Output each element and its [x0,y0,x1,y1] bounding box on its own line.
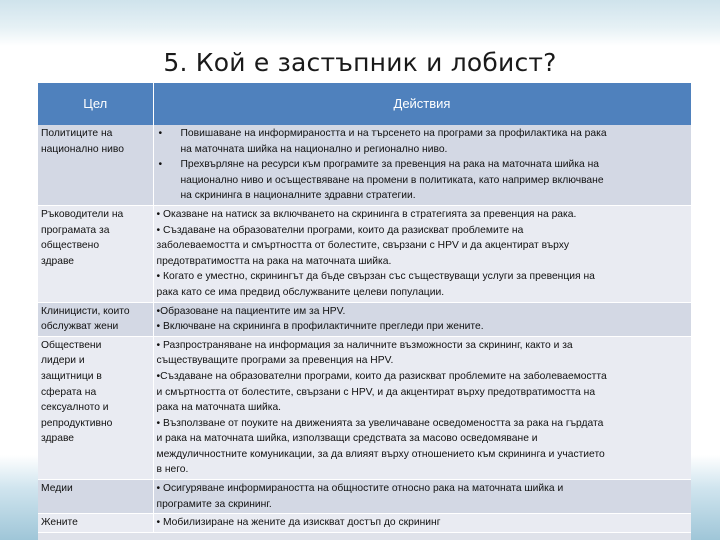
table-header-row [38,83,691,125]
target-line: Медии [41,483,73,495]
action-line: •Образоване на пациентите им за HPV. [156,305,346,317]
actions-cell [153,336,691,479]
action-line: Прехвърляне на ресурси към програмите за превенция на рака на маточната шийка на [180,159,600,171]
action-line: • Осигуряване информираността на общностите относно рака на маточната шийка и [156,483,564,495]
bullet-icon: • [158,128,163,139]
action-line: рака като се има предвид обслужваните целеви популации. [156,286,445,298]
slide-title: 5. Кой е застъпник и лобист? [163,48,557,77]
target-cell [38,125,153,205]
action-line: • Оказване на натиск за включването на скрининга в стратегията за превенция на рака. [156,208,577,220]
actions-cell [153,514,691,533]
target-cell [38,205,153,302]
target-cell [38,336,153,479]
actions-cell [153,125,691,205]
action-line: • Включване на скрининга в профилактичните прегледи при жените. [156,321,484,333]
target-line: обществено [41,240,100,252]
action-line: • Мобилизиране на жените да изискват достъп до скрининг [156,517,441,529]
action-line: на маточната шийка на национално и регионално ниво. [180,143,448,155]
action-bullet-text [181,157,688,204]
actions-cell [153,205,691,302]
action-line: • Когато е уместно, скринингът да бъде свързан със съществуващи услуги за превенция на [156,271,595,283]
target-line: Ръководители на [41,208,124,220]
actions-cell [153,302,691,336]
target-line: Обществени [41,339,102,351]
target-line: Политиците на [41,128,113,139]
target-cell [38,514,153,533]
target-line: защитници в [41,370,102,382]
action-line: •Създаване на образователни програми, които да разискват проблемите на заболеваемостта [156,370,607,382]
action-line: Повишаване на информираността и на търсенето на програми за профилактика на рака [180,128,607,139]
action-line: • Възползване от поуките на движенията за увеличаване осведомеността за рака на гърдата [156,417,604,429]
action-bullet [157,157,688,204]
target-line: програмата за [41,224,110,236]
advocacy-table-wrap [38,83,691,540]
target-line: здраве [41,255,75,267]
target-line: здраве [41,433,75,445]
action-line: рака на маточната шийка. [156,402,282,414]
top-decor-band [0,0,720,46]
header-target: Цел [38,83,153,125]
action-line: и смъртността от болестите, свързани с HPV, и да акцентират върху предотвратимостта на [156,386,596,398]
target-line: Жените [41,517,78,529]
action-line: в него. [156,464,189,476]
action-line: национално ниво и осъществяване на промени в политиката, като например включване [180,174,604,186]
target-line: сексуалното и [41,402,109,414]
actions-cell [153,480,691,514]
action-line: програмите за скрининг. [156,498,272,510]
table-row [38,514,691,533]
target-line: Клиницисти, които [41,305,130,317]
table-row [38,125,691,205]
bullet-icon: • [158,159,163,171]
table-row [38,336,691,479]
advocacy-table [38,83,691,533]
action-line: съществуващите програми за превенция на HPV. [156,355,394,367]
action-line: на скрининга в националните здравни стратегии. [180,190,416,202]
action-line: предотвратимостта на рака на маточната шийка. [156,255,392,267]
action-line: и рака на маточната шийка, използващи средствата за масово осведомяване и [156,433,538,445]
table-row [38,480,691,514]
table-row [38,205,691,302]
target-line: сферата на [41,386,97,398]
target-line: национално ниво [41,143,125,155]
target-cell [38,480,153,514]
target-cell [38,302,153,336]
action-line: заболеваемостта и смъртността от болестите, свързани с HPV и да акцентират върху [156,240,570,252]
action-line: • Създаване на образователни програми, които да разискват проблемите на [156,224,524,236]
header-actions: Действия [153,83,691,125]
target-line: репродуктивно [41,417,113,429]
table-row [38,302,691,336]
action-bullet [157,126,688,157]
action-line: • Разпространяване на информация за наличните възможности за скрининг, както и за [156,339,573,351]
action-bullet-text [181,126,688,157]
target-line: обслужват жени [41,321,119,333]
action-line: междуличностните комуникации, за да влияят върху отношението към скрининга и участието [156,448,605,460]
target-line: лидери и [41,355,85,367]
